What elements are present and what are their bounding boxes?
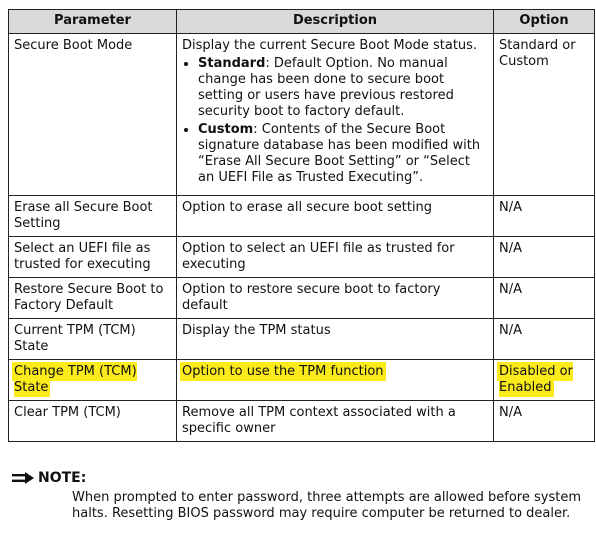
option-text: : Default Option. No manual change has been done to secure boot setting or users have previous restored security boot to factory default. [198,56,454,119]
param-cell: Select an UEFI file as trusted for executing [9,237,177,278]
option-cell: N/A [494,401,595,442]
option-term: Standard [198,56,266,71]
desc-cell: Option to select an UEFI file as trusted for executing [177,237,494,278]
note-arrow-icon [12,472,34,484]
highlight-mark: Disabled or Enabled [499,364,573,395]
option-cell [494,360,595,401]
header-parameter: Parameter [9,10,177,34]
note-box [12,470,582,522]
param-cell: Restore Secure Boot to Factory Default [9,278,177,319]
option-cell: N/A [494,196,595,237]
desc-cell: Option to erase all secure boot setting [177,196,494,237]
desc-cell [177,34,494,196]
list-item [198,56,488,120]
option-cell: N/A [494,237,595,278]
note-label: NOTE: [38,470,87,486]
option-cell: Standard or Custom [494,34,595,196]
header-description: Description [177,10,494,34]
param-cell [9,360,177,401]
param-cell: Clear TPM (TCM) [9,401,177,442]
desc-cell: Remove all TPM context associated with a specific owner [177,401,494,442]
table-row [9,319,595,360]
table-row [9,401,595,442]
desc-cell [177,360,494,401]
param-cell: Secure Boot Mode [9,34,177,196]
table-row-highlighted [9,360,595,401]
option-text: : Contents of the Secure Boot signature database has been modified with “Erase All Secure Boot Setting” or “Select an UEFI File as Trusted Executing”. [198,122,481,185]
param-cell: Current TPM (TCM) State [9,319,177,360]
table-row [9,34,595,196]
desc-cell: Display the TPM status [177,319,494,360]
table-header-row [9,10,595,34]
option-cell: N/A [494,319,595,360]
desc-cell: Option to restore secure boot to factory default [177,278,494,319]
table-row [9,278,595,319]
option-cell: N/A [494,278,595,319]
note-text: When prompted to enter password, three attempts are allowed before system halts. Resetting BIOS password may require computer be returned to dealer. [72,490,581,521]
param-cell: Erase all Secure Boot Setting [9,196,177,237]
table-row [9,196,595,237]
desc-text: Display the current Secure Boot Mode status. [182,38,478,53]
table-row [9,237,595,278]
header-option: Option [494,10,595,34]
highlight-mark: Change TPM (TCM) State [14,364,137,395]
option-term: Custom [198,122,254,137]
highlight-mark: Option to use the TPM function [182,364,384,379]
option-list [182,56,488,186]
note-heading [12,470,582,486]
bios-parameter-table [8,9,595,442]
list-item [198,122,488,186]
